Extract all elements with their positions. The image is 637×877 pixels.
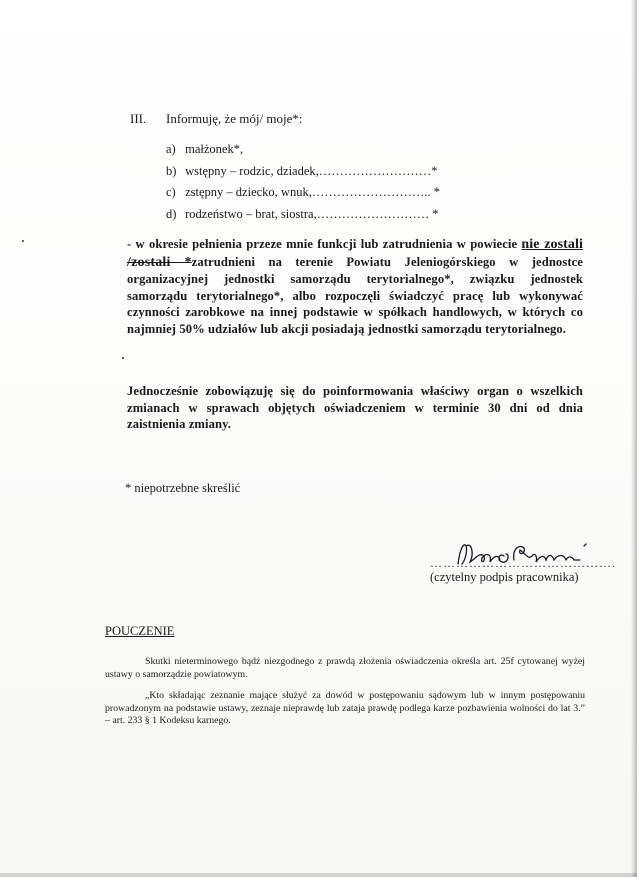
obligation-paragraph: Jednocześnie zobowiązuję się do poinformowania właściwy organ o wszelkich zmianach w sprawach objętych oświadczeniem w terminie 30 dni od dnia zaistnienia zmiany. — [127, 384, 583, 432]
option-text: zstępny – dziecko, wnuk,……………………….. * — [185, 185, 440, 199]
option-b — [166, 164, 438, 179]
signature-label: (czytelny podpis pracownika) — [430, 570, 579, 584]
option-d — [166, 207, 439, 222]
option-c — [166, 185, 440, 200]
option-letter: a) — [166, 142, 176, 156]
section-number: III. — [130, 111, 147, 126]
option-letter: c) — [166, 185, 176, 199]
statement-line1: - w okresie pełnienia przeze mnie funkcji lub zatrudnienia w powiecie — [127, 237, 518, 251]
statement-underlined: nie zostali — [521, 237, 584, 252]
stray-mark — [22, 240, 24, 242]
option-letter: d) — [166, 207, 177, 221]
signature-line: ……………………………………. — [430, 556, 616, 570]
statement-rest: zatrudnieni na terenie Powiatu Jeleniogórskiego w jednostce organizacyjnej jednostki samorządu terytorialnego*, związku jednostek samorządu terytorialnego*, albo rozpoczęli świadczyć pracę lub wykonywać czynności zarobkowe na innej podstawie w spółkach handlowych, w których co najmniej 50% udziałów lub akcji posiadają jednostki samorządu terytorialnego. — [127, 254, 583, 336]
footnote: * niepotrzebne skreślić — [125, 481, 241, 495]
pouczenie-title: POUCZENIE — [105, 624, 175, 638]
option-letter: b) — [166, 164, 177, 178]
option-text: małżonek*, — [185, 142, 244, 156]
scan-bottom-shadow — [0, 873, 637, 877]
option-a — [166, 142, 243, 157]
statement-struck: /zostali * — [127, 254, 192, 270]
stray-mark — [122, 357, 124, 359]
option-text: rodzeństwo – brat, siostra,……………………… * — [185, 207, 439, 221]
pouczenie-paragraph-2: „Kto składając zeznanie mające służyć za dowód w postępowaniu sądowym lub w innym postępowaniu prowadzonym na podstawie ustawy, zeznaje nieprawdę lub zataja prawdę podlega karze pozbawienia wolności do lat 3.” – art. 233 § 1 Kodeksu karnego. — [105, 690, 585, 726]
scan-edge-shadow — [631, 0, 637, 877]
option-text: wstępny – rodzic, dziadek,………………………* — [185, 164, 438, 178]
statement-paragraph — [127, 236, 583, 338]
section-heading: Informuję, że mój/ moje*: — [166, 111, 303, 126]
pouczenie-paragraph-1: Skutki nieterminowego bądź niezgodnego z prawdą złożenia oświadczenia określa art. 25f cytowanej wyżej ustawy o samorządzie powiatowym. — [105, 656, 585, 680]
